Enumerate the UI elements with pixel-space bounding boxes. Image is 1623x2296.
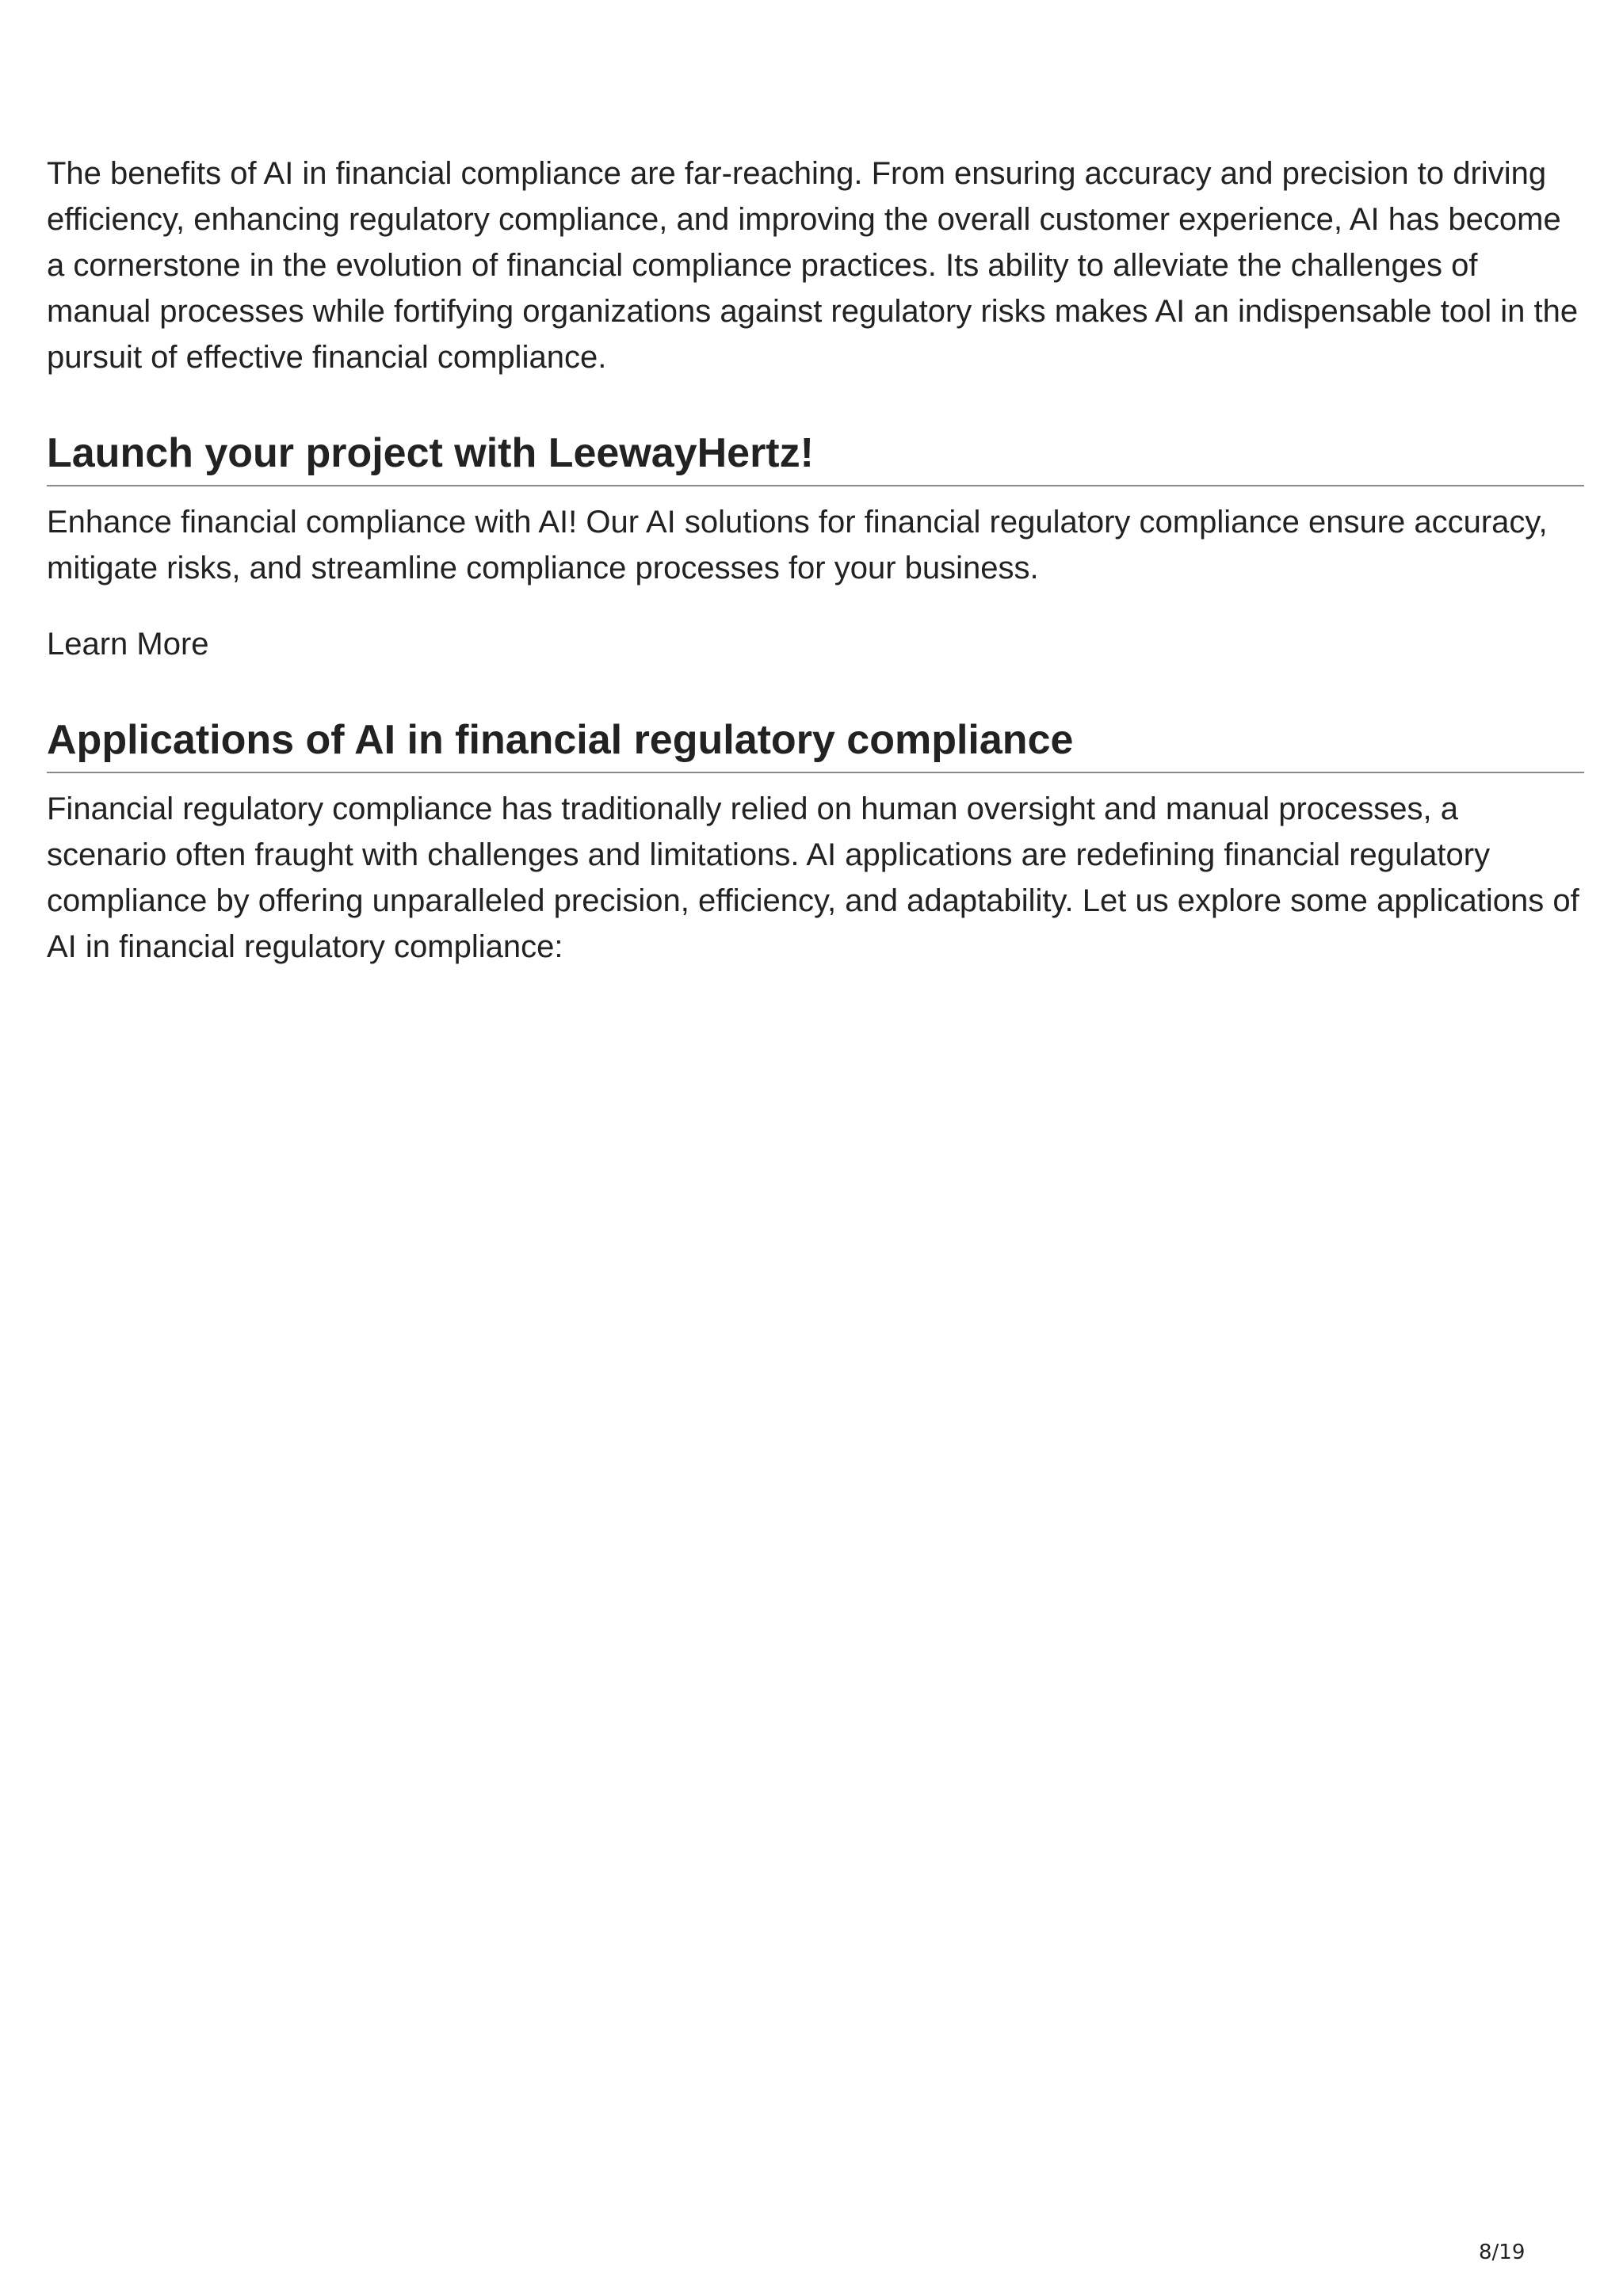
cta-paragraph: Enhance financial compliance with AI! Our AI solutions for financial regulatory compliance ensure accuracy, mitigate risks, and streamline compliance processes for your business.	[47, 505, 1548, 585]
learn-more-link[interactable]: Learn More	[47, 627, 209, 662]
intro-paragraph: The benefits of AI in financial compliance are far-reaching. From ensuring accuracy and precision to driving efficiency, enhancing regulatory compliance, and improving the overall customer experience, AI has become a cornerstone in the evolution of financial compliance practices. Its ability to alleviate the challenges of manual processes while fortifying organizations against regulatory risks makes AI an indispensable tool in the pursuit of effective financial compliance.	[47, 156, 1579, 375]
cta-heading: Launch your project with LeewayHertz!	[47, 426, 1584, 486]
page-number: 8/19	[1479, 2241, 1526, 2264]
applications-paragraph: Financial regulatory compliance has traditionally relied on human oversight and manual processes, a scenario often fraught with challenges and limitations. AI applications are redefining financial regulatory compliance by offering unparalleled precision, efficiency, and adaptability. Let us explore some applications of AI in financial regulatory compliance:	[47, 791, 1579, 964]
applications-heading: Applications of AI in financial regulatory compliance	[47, 713, 1584, 773]
article-content	[47, 151, 1584, 970]
